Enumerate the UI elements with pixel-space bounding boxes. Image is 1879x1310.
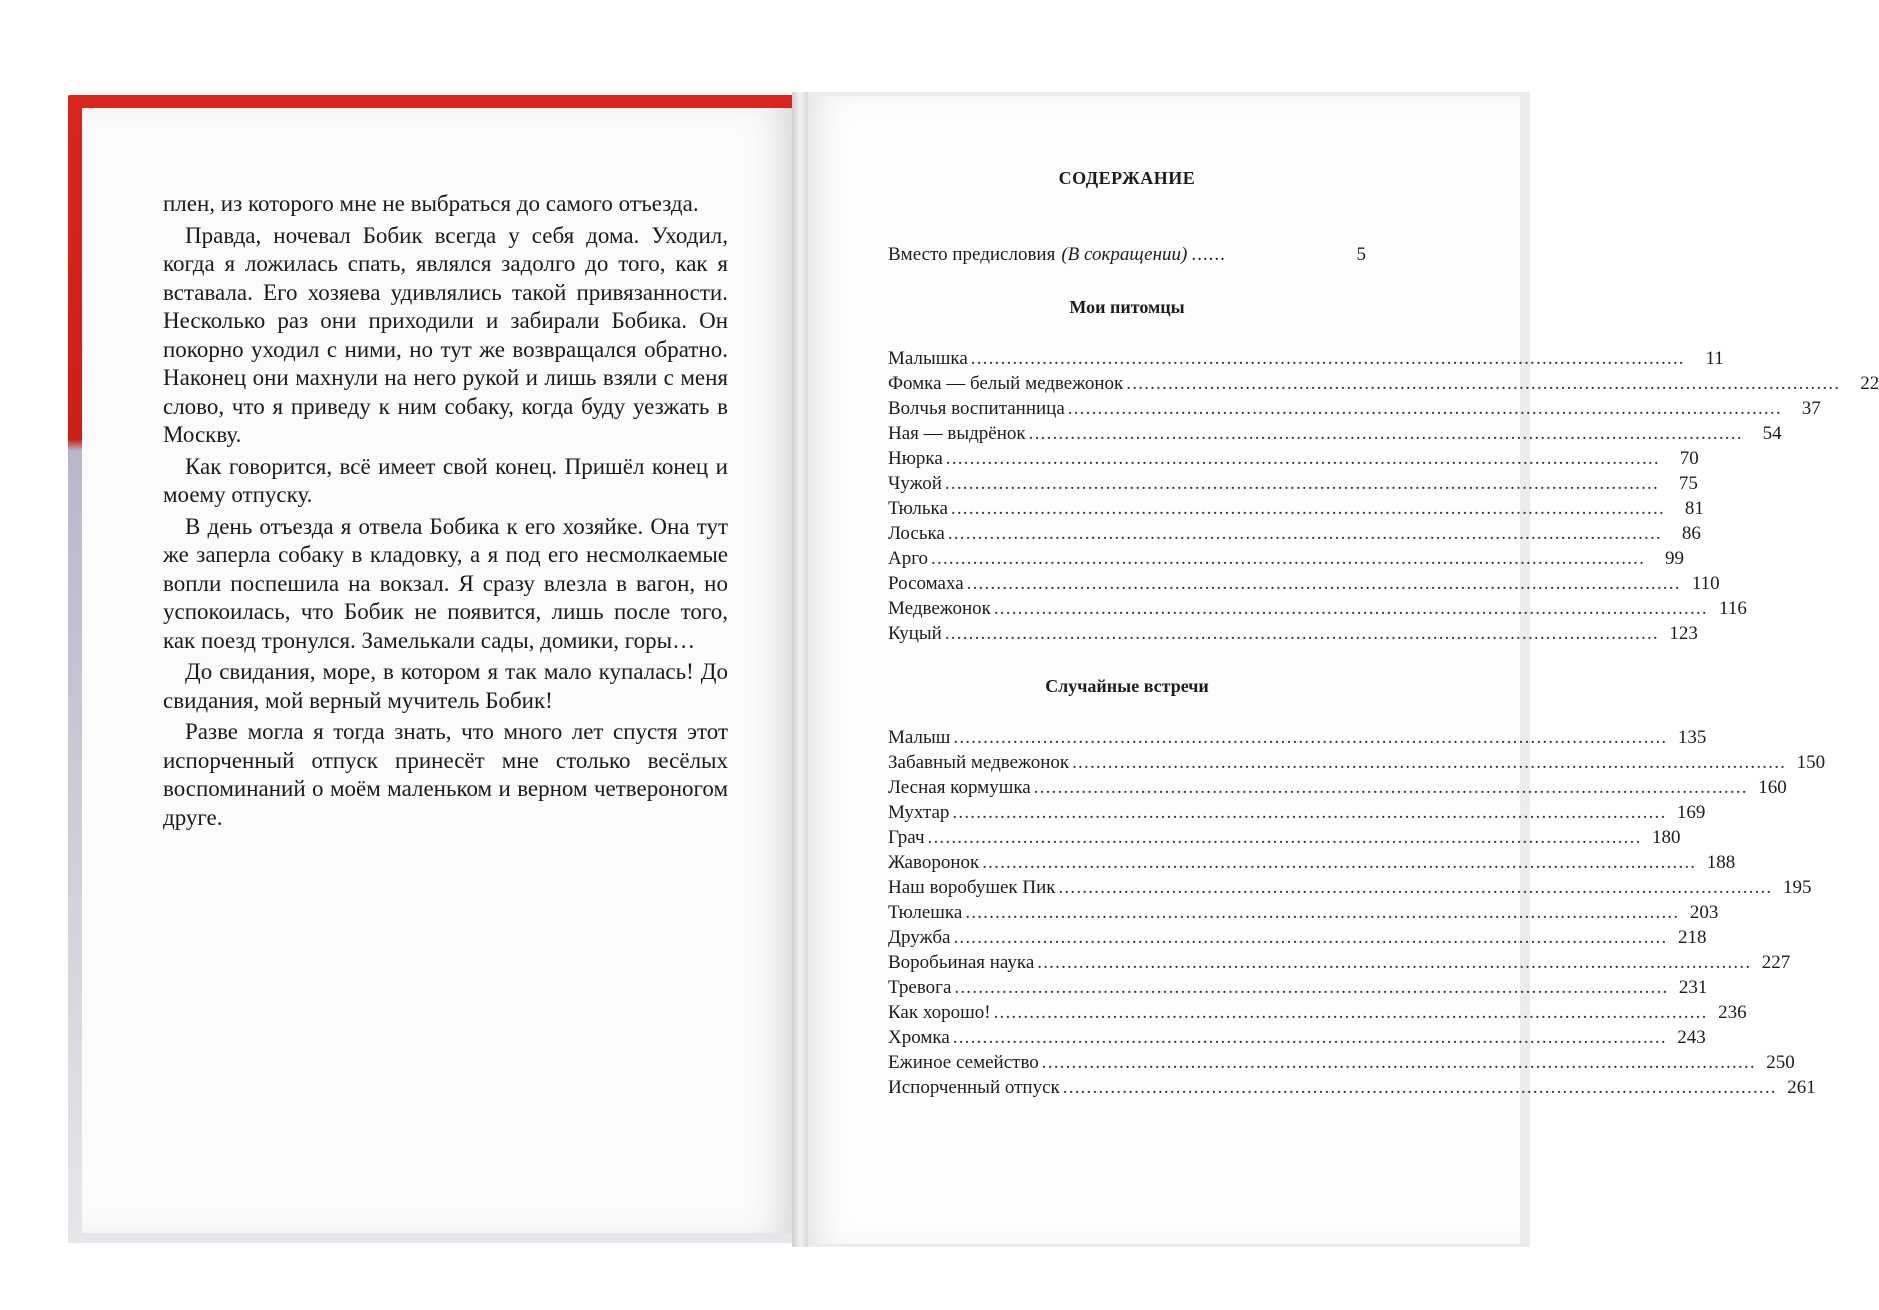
toc-entry <box>888 546 1685 571</box>
toc-entry-label: Воробьиная наука <box>888 952 1035 973</box>
toc-entry-page: 227 <box>1761 952 1791 973</box>
leader-dots: ........................................................................................................................ <box>944 623 1659 644</box>
toc-entry-page: 195 <box>1782 877 1812 898</box>
toc-entry-label: Как хорошо! <box>888 1002 991 1023</box>
leader-dots: ........................................................................................................................ <box>1058 877 1773 898</box>
leader-dots: ........................................................................................................................ <box>952 802 1667 823</box>
toc-section-entries <box>888 725 1826 1100</box>
toc-entry-page: 99 <box>1665 548 1685 569</box>
paragraph: Как говорится, всё имеет свой конец. Пришёл конец и моему отпуску. <box>163 453 728 507</box>
toc-entry <box>888 1025 1706 1050</box>
toc-entry-page: 123 <box>1669 623 1698 644</box>
toc-entry-page: 188 <box>1706 852 1736 873</box>
toc-entry-label: Ная — выдрёнок <box>888 423 1026 444</box>
toc-entry-label: Лоська <box>888 523 945 544</box>
leader-dots: ........................................................................................................................ <box>953 727 1668 748</box>
toc-entry-label: Лесная кормушка <box>888 777 1031 798</box>
paragraph: плен, из которого мне не выбраться до самого отъезда. <box>163 191 699 216</box>
toc-entry-label: Нюрка <box>888 448 943 469</box>
book-gutter <box>792 92 808 1247</box>
toc-entry <box>888 421 1782 446</box>
left-page-text <box>163 190 728 835</box>
toc-entry-page: 180 <box>1652 827 1681 848</box>
toc-entry-label: Грач <box>888 827 925 848</box>
toc-entry-page: 37 <box>1801 398 1821 419</box>
leader-dots: ........................................................................................................................ <box>1126 373 1841 394</box>
toc-entry <box>888 725 1707 750</box>
leader-dots: ........................................................................................................................ <box>947 523 1662 544</box>
toc-entry <box>888 571 1720 596</box>
toc-entry-label: Мухтар <box>888 802 950 823</box>
toc-entry-label: Фомка — белый медвежонок <box>888 373 1124 394</box>
leader-dots: ........................................................................................................................ <box>1067 398 1782 419</box>
leader-dots: ........................................................................................................................ <box>982 852 1697 873</box>
toc-entry <box>888 875 1812 900</box>
leader-dots: ........................................................................................................................ <box>1072 752 1787 773</box>
leader-dots: ........................................................................................................................ <box>953 927 1668 948</box>
toc-entry <box>888 396 1821 421</box>
toc-entry <box>888 900 1719 925</box>
toc-entry-label: Медвежонок <box>888 598 991 619</box>
toc-entry-label: Волчья воспитанница <box>888 398 1065 419</box>
toc-entry-page: 110 <box>1691 573 1720 594</box>
toc-entry <box>888 775 1787 800</box>
leader-dots: ........................................................................................................................ <box>1062 1077 1777 1098</box>
toc-entry-label: Забавный медвежонок <box>888 752 1070 773</box>
toc-section-title: Случайные встречи <box>1045 676 1209 696</box>
toc-entry-page: 135 <box>1677 727 1707 748</box>
toc-entry-page: 70 <box>1679 448 1699 469</box>
preface-page: 5 <box>1356 244 1366 265</box>
toc-entry-page: 81 <box>1684 498 1704 519</box>
toc-entry <box>888 925 1707 950</box>
leader-dots: ........................................................................................................................ <box>965 902 1680 923</box>
toc-entry-page: 203 <box>1689 902 1719 923</box>
toc-entry-page: 54 <box>1762 423 1782 444</box>
toc-entry-page: 160 <box>1758 777 1787 798</box>
leader-dots: ........................................................................................................................ <box>966 573 1681 594</box>
table-of-contents <box>888 168 1879 1100</box>
toc-entry-page: 11 <box>1705 348 1724 369</box>
toc-entry-label: Жаворонок <box>888 852 980 873</box>
paragraph: В день отъезда я отвела Бобика к его хозяйке. Она тут же заперла собаку в кладовку, а я под его несмолкаемые вопли поспешила на вокзал. Я сразу влезла в вагон, но успокоилась, что Бобик не появится, лишь после того, как поезд тронулся. Замелькали сады, домики, горы… <box>163 513 728 653</box>
toc-entry-page: 218 <box>1677 927 1707 948</box>
leader-dots: ........................................................................................................................ <box>1033 777 1748 798</box>
leader-dots: ........................................................................................................................ <box>950 498 1665 519</box>
toc-entry-page: 250 <box>1766 1052 1795 1073</box>
leader-dots: ........................................................................................................................ <box>993 598 1708 619</box>
paragraph: Правда, ночевал Бобик всегда у себя дома. Уходил, когда я ложилась спать, являлся задолго до того, как я вставала. Его хозяева удивлялись такой привязанности. Несколько раз они приходили и забирали Бобика. Он покорно уходил с ними, но тут же возвращался обратно. Наконец они махнули на него рукой и лишь взяли с меня слово, что я приведу к ним собаку, когда буду уезжать в Москву. <box>163 222 728 447</box>
leader-dots: ........................................................................................................................ <box>945 448 1660 469</box>
toc-entry-label: Чужой <box>888 473 942 494</box>
toc-entry <box>888 446 1699 471</box>
leader-dots: ........................................................................................................................ <box>1037 952 1752 973</box>
toc-preface-entry <box>888 243 1366 267</box>
toc-entry-page: 261 <box>1787 1077 1816 1098</box>
toc-entry <box>888 471 1698 496</box>
toc-entry <box>888 850 1736 875</box>
preface-label: Вместо предисловия <box>888 244 1056 265</box>
toc-entry <box>888 621 1698 646</box>
toc-section-title: Мои питомцы <box>1069 297 1185 317</box>
toc-entry-label: Испорченный отпуск <box>888 1077 1060 1098</box>
toc-entry-label: Наш воробушек Пик <box>888 877 1056 898</box>
leader-dots: ...... <box>1191 244 1226 265</box>
toc-entry-label: Арго <box>888 548 929 569</box>
toc-entry-page: 169 <box>1676 802 1706 823</box>
toc-entry-page: 86 <box>1681 523 1701 544</box>
toc-entry <box>888 825 1681 850</box>
toc-entry-label: Малышка <box>888 348 968 369</box>
paragraph: Разве могла я тогда знать, что много лет спустя этот испорченный отпуск принесёт мне столько весёлых воспоминаний о моём маленьком и верном четвероногом друге. <box>163 719 728 830</box>
leader-dots: ........................................................................................................................ <box>931 548 1646 569</box>
leader-dots: ........................................................................................................................ <box>927 827 1642 848</box>
toc-entry <box>888 596 1747 621</box>
toc-entry <box>888 1000 1747 1025</box>
toc-entry <box>888 750 1826 775</box>
toc-entry-label: Дружба <box>888 927 951 948</box>
toc-entry-page: 75 <box>1678 473 1698 494</box>
toc-entry <box>888 1050 1795 1075</box>
toc-entry-page: 243 <box>1677 1027 1706 1048</box>
toc-entry-label: Малыш <box>888 727 951 748</box>
toc-entry-page: 150 <box>1796 752 1826 773</box>
toc-entry <box>888 800 1706 825</box>
leader-dots: ........................................................................................................................ <box>1041 1052 1756 1073</box>
paragraph: До свидания, море, в котором я так мало купалась! До свидания, мой верный мучитель Бобик! <box>163 659 728 713</box>
toc-entry <box>888 371 1879 396</box>
leader-dots: ........................................................................................................................ <box>1028 423 1743 444</box>
toc-entry <box>888 496 1704 521</box>
toc-entry <box>888 1075 1816 1100</box>
toc-entry <box>888 521 1701 546</box>
toc-entry-label: Хромка <box>888 1027 950 1048</box>
toc-title: СОДЕРЖАНИЕ <box>1058 168 1196 188</box>
toc-entry-label: Тревога <box>888 977 952 998</box>
toc-entry-page: 231 <box>1678 977 1708 998</box>
leader-dots: ........................................................................................................................ <box>952 1027 1667 1048</box>
toc-entry-page: 116 <box>1719 598 1747 619</box>
toc-entry-page: 236 <box>1718 1002 1747 1023</box>
toc-entry-label: Куцый <box>888 623 942 644</box>
toc-entry-label: Росомаха <box>888 573 964 594</box>
preface-note: (В сокращении) <box>1061 244 1188 265</box>
leader-dots: ........................................................................................................................ <box>993 1002 1708 1023</box>
toc-section-entries <box>888 346 1879 646</box>
toc-entry <box>888 950 1791 975</box>
toc-entry-label: Ежиное семейство <box>888 1052 1039 1073</box>
toc-entry-label: Тюлешка <box>888 902 963 923</box>
toc-entry <box>888 975 1708 1000</box>
leader-dots: ........................................................................................................................ <box>970 348 1685 369</box>
leader-dots: ........................................................................................................................ <box>954 977 1669 998</box>
toc-entry-label: Тюлька <box>888 498 948 519</box>
leader-dots: ........................................................................................................................ <box>944 473 1659 494</box>
toc-entry <box>888 346 1724 371</box>
toc-entry-page: 22 <box>1860 373 1879 394</box>
